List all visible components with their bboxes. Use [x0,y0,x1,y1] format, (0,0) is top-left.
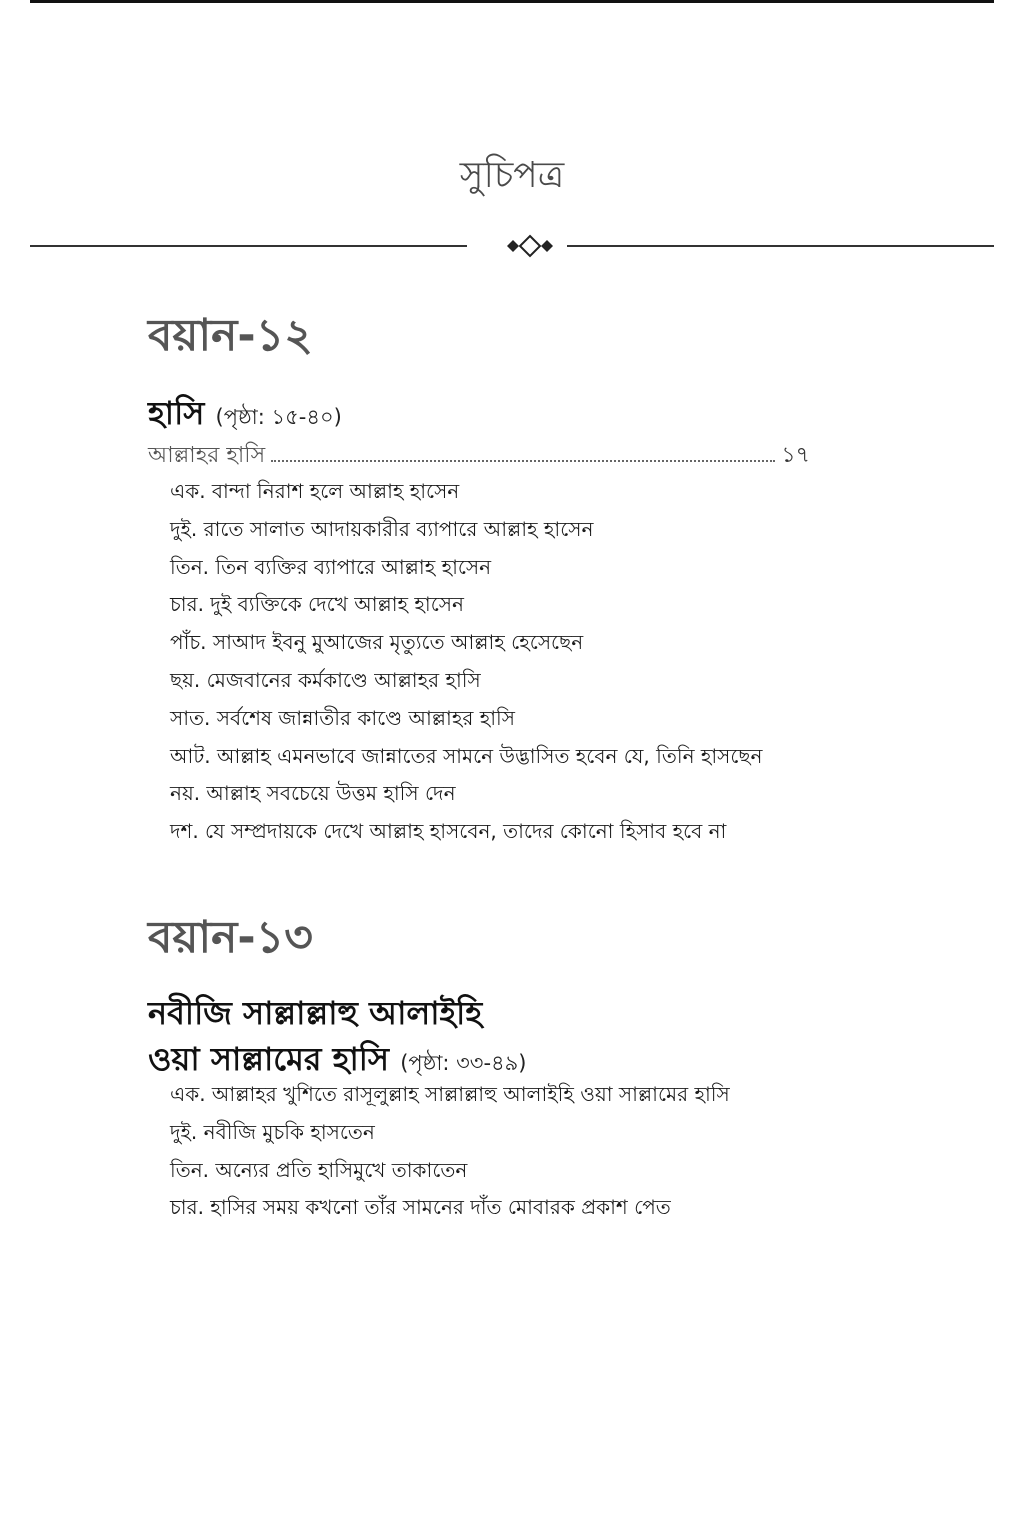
list-item: দুই. রাতে সালাত আদায়কারীর ব্যাপারে আল্লাহ হাসেন [170,516,594,541]
dot-leader [271,459,775,462]
list-item: নয়. আল্লাহ সবচেয়ে উত্তম হাসি দেন [170,781,456,806]
chapter-title-text: ওয়া সাল্লামের হাসি [148,1040,390,1078]
list-item: এক. আল্লাহর খুশিতে রাসূলুল্লাহ সাল্লাল্লাহু আলাইহি ওয়া সাল্লামের হাসি [170,1082,730,1106]
chapter-page-range: (পৃষ্ঠা: ১৫-৪০) [215,405,342,429]
list-item: তিন. অন্যের প্রতি হাসিমুখে তাকাতেন [170,1157,468,1182]
top-rule [30,0,994,3]
list-item: আট. আল্লাহ এমনভাবে জান্নাতের সামনে উদ্ভাসিত হবেন যে, তিনি হাসছেন [170,743,763,768]
topic-list-13 [170,1076,730,1227]
topic-list-12 [170,473,762,851]
list-item: দশ. যে সম্প্রদায়কে দেখে আল্লাহ হাসবেন, তাদের কোনো হিসাব হবে না [170,819,727,844]
list-item: সাত. সর্বশেষ জান্নাতীর কাণ্ডে আল্লাহর হাসি [170,705,515,730]
divider-line-right [567,245,994,247]
chapter-title-text: হাসি [148,394,205,432]
toc-entry-page: ১৭ [781,443,810,468]
toc-entry[interactable] [148,438,810,475]
section-heading-12: বয়ান-১২ [148,310,313,361]
toc-entry-title: আল্লাহর হাসি [148,443,266,468]
list-item: ছয়. মেজবানের কর্মকাণ্ডে আল্লাহর হাসি [170,667,481,692]
page-title: সুচিপত্র [459,155,565,196]
list-item: দুই. নবীজি মুচকি হাসতেন [170,1119,375,1144]
list-item: তিন. তিন ব্যক্তির ব্যাপারে আল্লাহ হাসেন [170,554,492,579]
list-item: পাঁচ. সাআদ ইবনু মুআজের মৃত্যুতে আল্লাহ হেসেছেন [170,630,584,655]
list-item: চার. হাসির সময় কখনো তাঁর সামনের দাঁত মোবারক প্রকাশ পেত [170,1195,671,1220]
title-divider [30,232,994,260]
list-item: চার. দুই ব্যক্তিকে দেখে আল্লাহ হাসেন [170,592,464,617]
chapter-title-13-line1: নবীজি সাল্লাল্লাহু আলাইহি [148,994,483,1032]
chapter-title-12 [148,388,342,442]
list-item: এক. বান্দা নিরাশ হলে আল্লাহ হাসেন [170,479,460,503]
section-heading-13: বয়ান-১৩ [148,912,313,963]
diamond-ornament-icon [475,232,565,260]
chapter-page-range: (পৃষ্ঠা: ৩৩-৪৯) [400,1051,527,1075]
divider-line-left [30,245,467,247]
